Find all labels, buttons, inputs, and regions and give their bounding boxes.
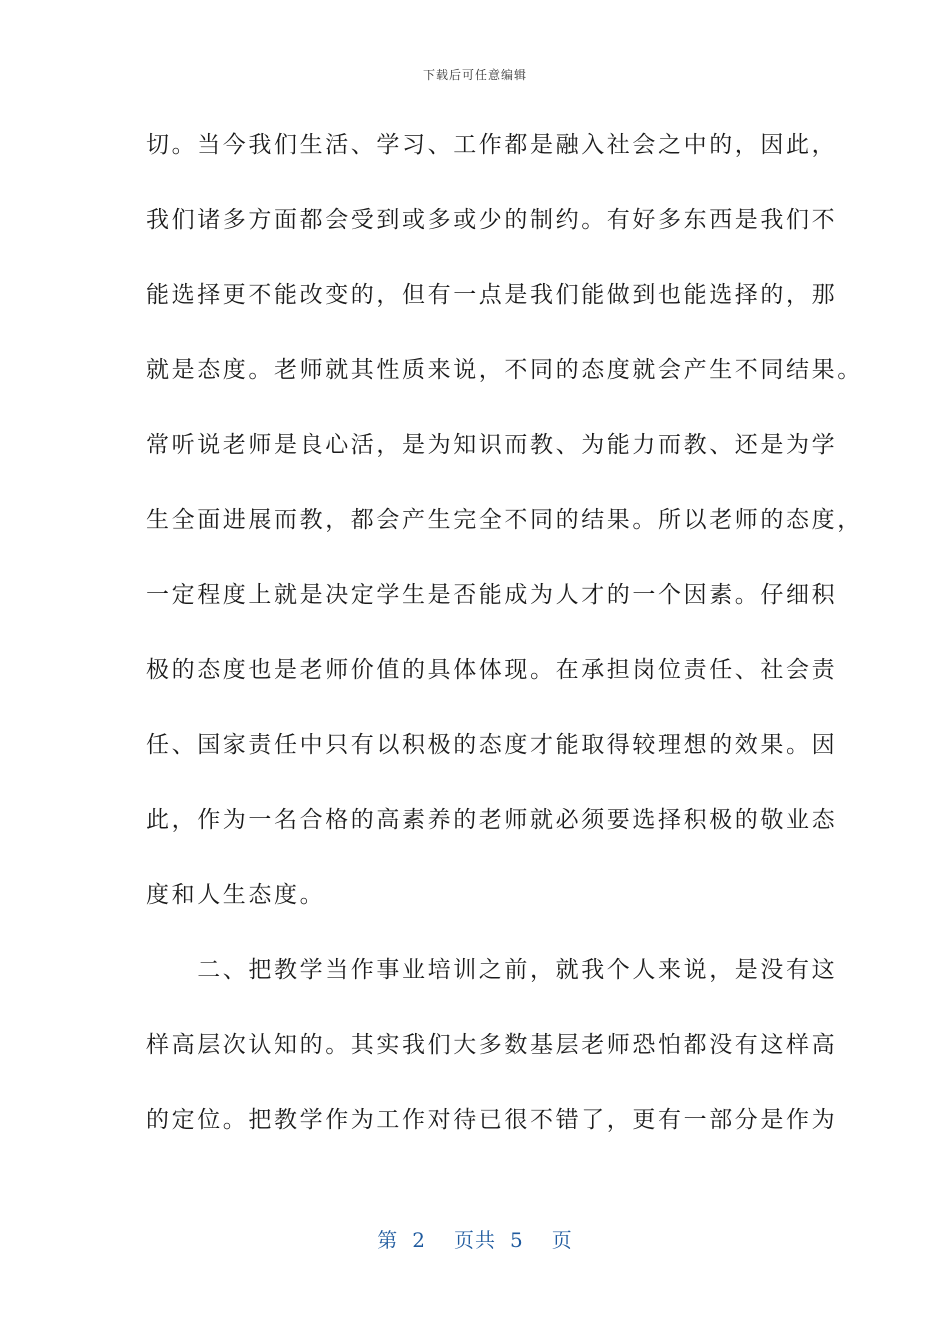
body-line: 常听说老师是良心活，是为知识而教、为能力而教、还是为学 <box>146 432 838 458</box>
body-line: 度和人生态度。 <box>146 882 326 908</box>
footer-suffix: 页 <box>551 1228 573 1252</box>
page-footer <box>0 1224 950 1253</box>
document-body <box>146 120 863 1170</box>
body-line: 的定位。把教学作为工作对待已很不错了，更有一部分是作为 <box>146 1107 838 1133</box>
body-line: 生全面进展而教，都会产生完全不同的结果。所以老师的态度， <box>146 507 863 533</box>
body-line: 极的态度也是老师价值的具体体现。在承担岗位责任、社会责 <box>146 657 838 683</box>
body-line: 我们诸多方面都会受到或多或少的制约。有好多东西是我们不 <box>146 207 838 233</box>
footer-prefix: 第 <box>377 1228 399 1252</box>
body-line: 此，作为一名合格的高素养的老师就必须要选择积极的敬业态 <box>146 807 838 833</box>
body-line: 一定程度上就是决定学生是否能成为人才的一个因素。仔细积 <box>146 582 838 608</box>
body-line: 能选择更不能改变的，但有一点是我们能做到也能选择的，那 <box>146 282 838 308</box>
body-line: 二、把教学当作事业培训之前，就我个人来说，是没有这 <box>146 957 838 983</box>
body-line: 任、国家责任中只有以积极的态度才能取得较理想的效果。因 <box>146 732 838 758</box>
body-line: 就是态度。老师就其性质来说，不同的态度就会产生不同结果。 <box>146 357 863 383</box>
body-line: 样高层次认知的。其实我们大多数基层老师恐怕都没有这样高 <box>146 1032 838 1058</box>
total-pages-number: 5 <box>510 1228 524 1252</box>
current-page-number: 2 <box>412 1228 426 1252</box>
footer-middle: 页共 <box>454 1228 496 1252</box>
body-line: 切。当今我们生活、学习、工作都是融入社会之中的，因此， <box>146 132 838 158</box>
header-note: 下载后可任意编辑 <box>422 68 527 82</box>
